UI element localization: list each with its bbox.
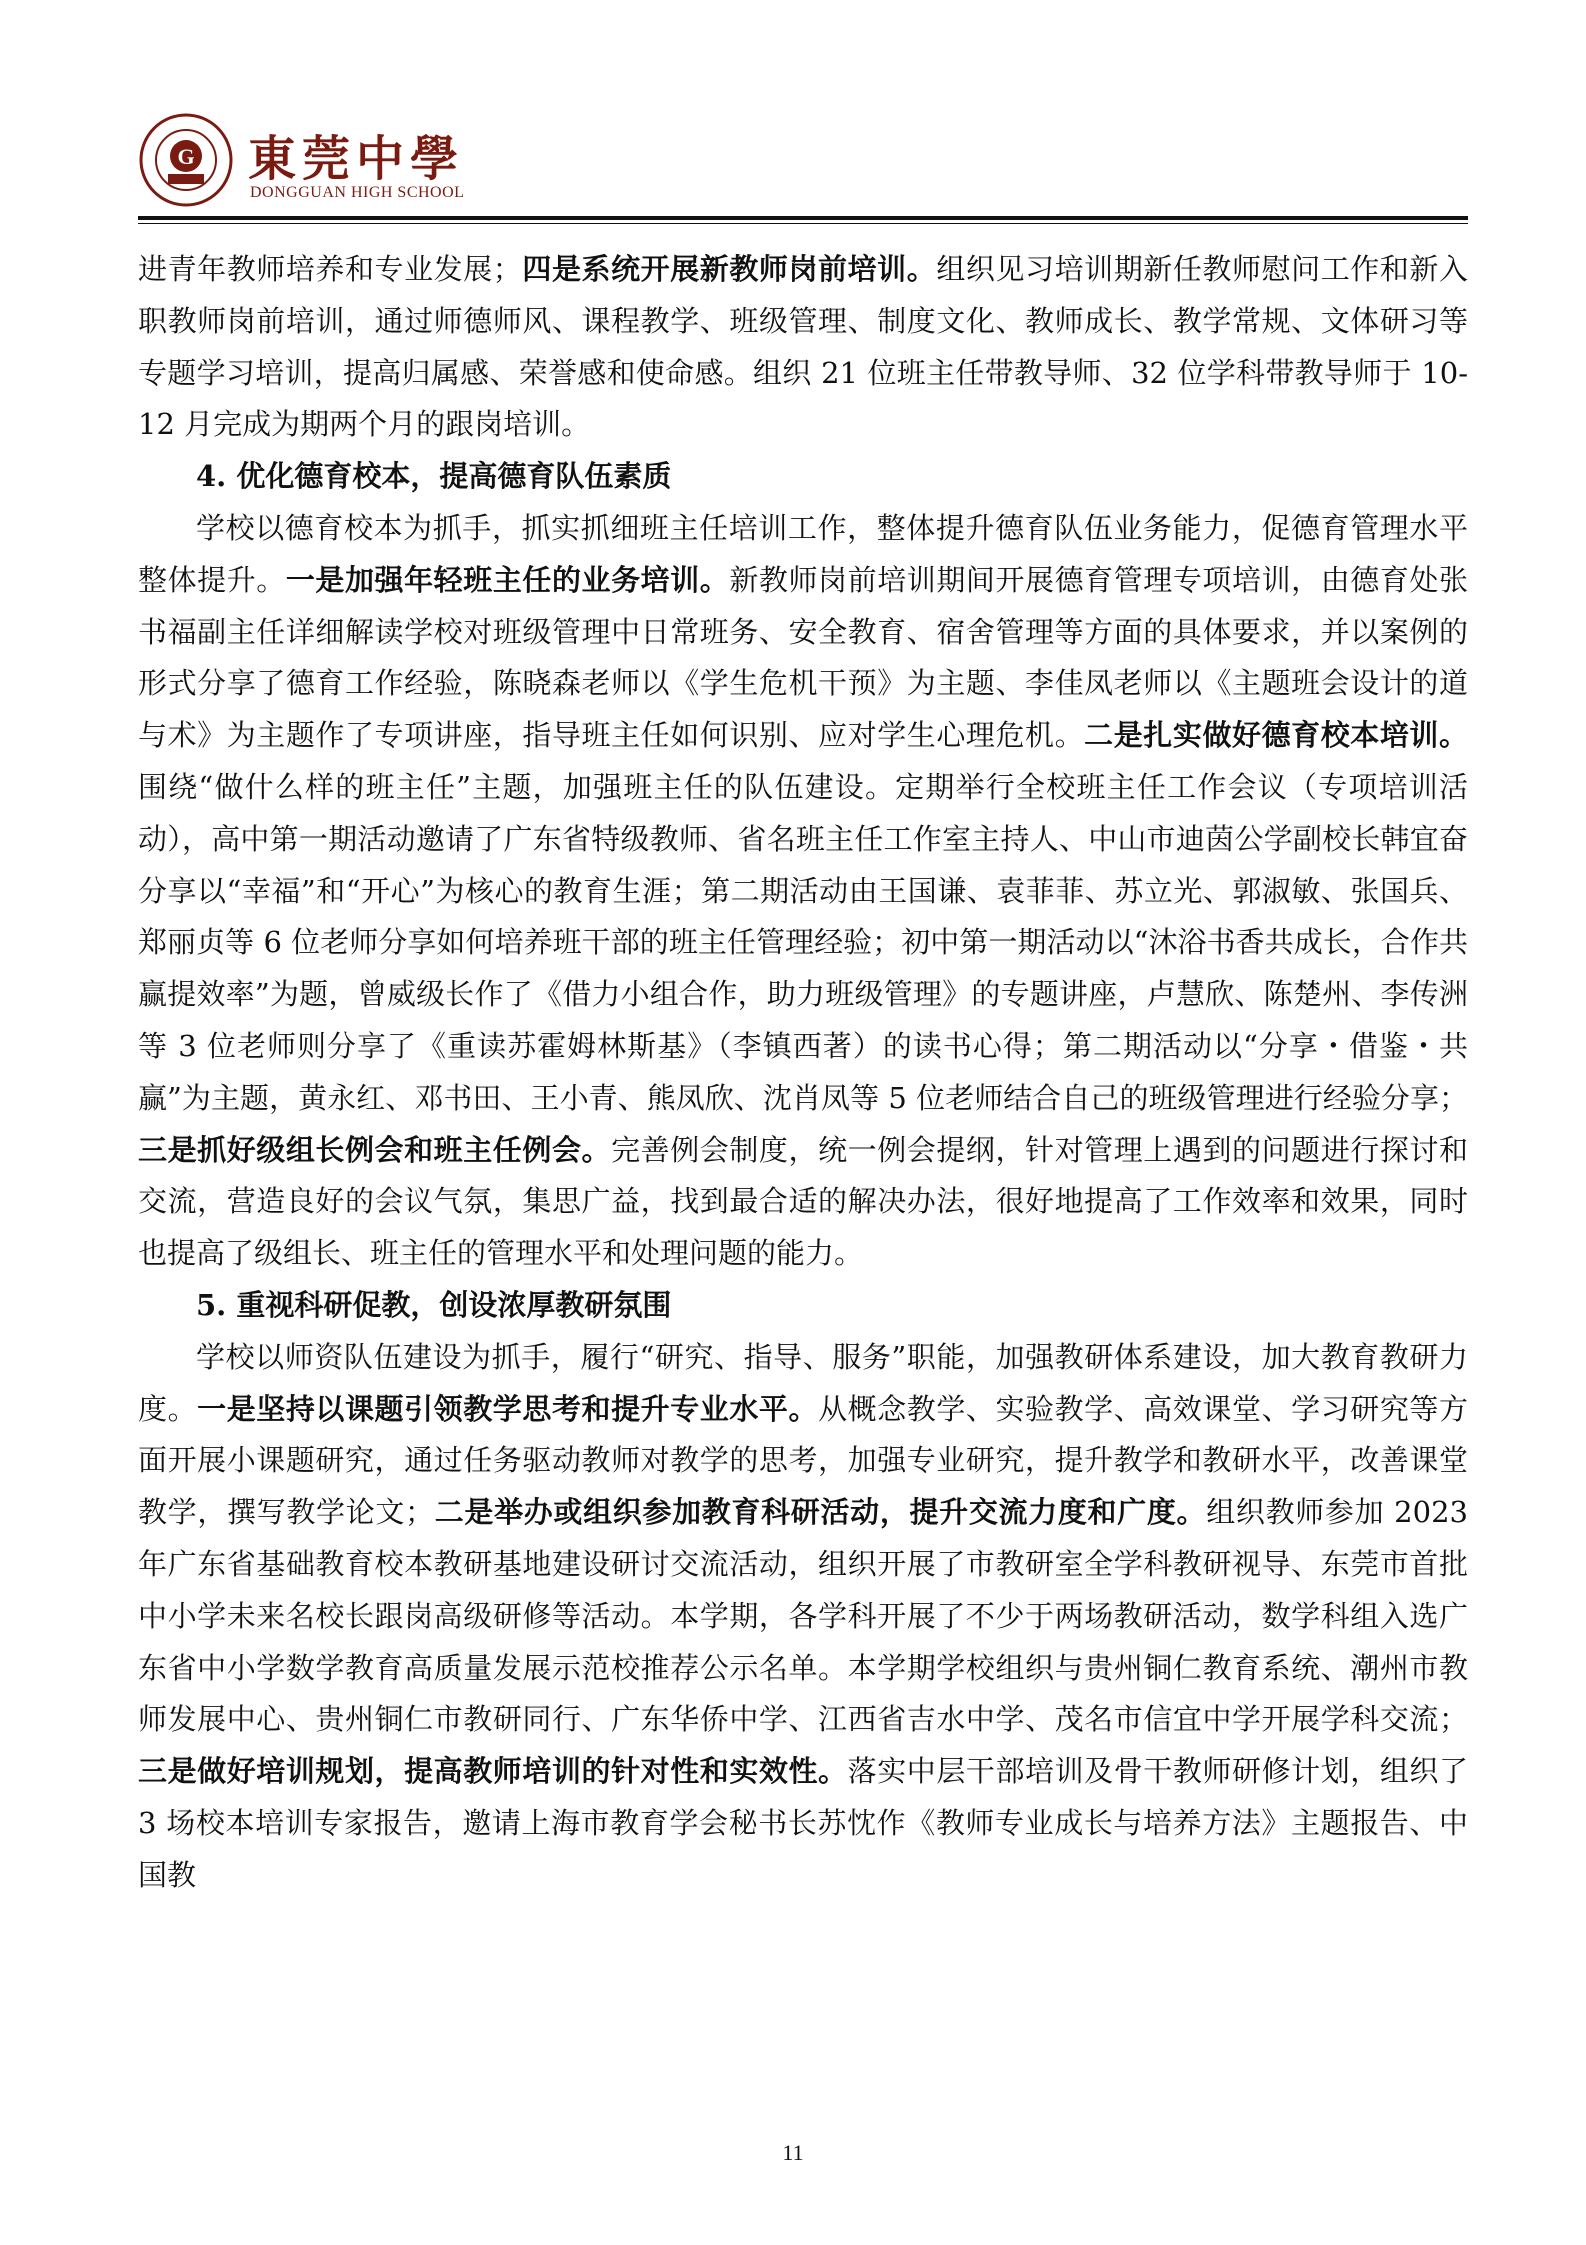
- page-number: 11: [782, 2140, 804, 2165]
- bold-run: 二是扎实做好德育校本培训。: [1084, 718, 1468, 753]
- bold-run: 三是抓好级组长例会和班主任例会。: [138, 1132, 612, 1167]
- text-run: 组织教师参加 2023 年广东省基础教育校本教研基地建设研讨交流活动，组织开展了市教研室全学科教研视导、东莞市首批中小学未来名校长跟岗高级研修等活动。本学期，各学科开展了不少于两场教研活动，数学科组入选广东省中小学数学教育高质量发展示范校推荐公示名单。本学期学校组织与贵州铜仁教育系统、潮州市教师发展中心、贵州铜仁市教研同行、广东华侨中学、江西省吉水中学、茂名市信宜中学开展学科交流；: [138, 1495, 1468, 1737]
- section-heading-5: 5. 重视科研促教，创设浓厚教研氛围: [196, 1287, 672, 1322]
- bold-run: 四是系统开展新教师岗前培训。: [521, 252, 937, 286]
- bold-run: 三是做好培训规划，提高教师培训的针对性和实效性。: [138, 1754, 848, 1789]
- text-run: 组织见习培训期新任教师慰问工作和新入职教师岗前培训，通过师德师风、课程教学、班级管理、制度文化、教师成长、教学常规、文体研习等专题学习培训，提高归属感、荣誉感和使命感。组织 21 位班主任带教导师、32 位学科带教导师于 10-12 月完成为期两个月的跟岗培训。: [138, 252, 1468, 442]
- bold-run: 一是加强年轻班主任的业务培训。: [285, 562, 730, 597]
- page-header: [138, 112, 1468, 212]
- text-run: 落实中层干部培训及骨干教师研修计划，组织了 3 场校本培训专家报告，邀请上海市教育学会秘书长苏忱作《教师专业成长与培养方法》主题报告、中国教: [138, 1754, 1468, 1892]
- page-content: [138, 244, 1468, 1902]
- paragraph-new-teacher-training: [138, 244, 1468, 451]
- paragraph-research: [138, 1332, 1468, 1902]
- text-run: 从概念教学、实验教学、高效课堂、学习研究等方面开展小课题研究，通过任务驱动教师对教学的思考，加强专业研究，提升教学和教研水平，改善课堂教学，撰写教学论文；: [138, 1391, 1468, 1530]
- bold-run: 一是坚持以课题引领教学思考和提升专业水平。: [197, 1391, 819, 1426]
- header-rule-thin: [138, 223, 1468, 224]
- header-rule-thick: [138, 216, 1468, 220]
- paragraph-moral-education: [138, 503, 1468, 1280]
- school-name-cn: 東莞中學: [248, 131, 465, 187]
- text-run: 新教师岗前培训期间开展德育管理专项培训，由德育处张书福副主任详细解读学校对班级管理中日常班务、安全教育、宿舍管理等方面的具体要求，并以案例的形式分享了德育工作经验，陈晓森老师以《学生危机干预》为主题、李佳凤老师以《主题班会设计的道与术》为主题作了专项讲座，指导班主任如何识别、应对学生心理危机。: [138, 562, 1468, 753]
- text-run: 围绕“做什么样的班主任”主题，加强班主任的队伍建设。定期举行全校班主任工作会议（专项培训活动），高中第一期活动邀请了广东省特级教师、省名班主任工作室主持人、中山市迪茵公学副校长韩宜奋分享以“幸福”和“开心”为核心的教育生涯；第二期活动由王国谦、袁菲菲、苏立光、郭淑敏、张国兵、郑丽贞等 6 位老师分享如何培养班干部的班主任管理经验；初中第一期活动以“沐浴书香共成长，合作共赢提效率”为题，曾威级长作了《借力小组合作，助力班级管理》的专题讲座，卢慧欣、陈楚州、李传洲等 3 位老师则分享了《重读苏霍姆林斯基》（李镇西著）的读书心得；第二期活动以“分享・借鉴・共赢”为主题，黄永红、邓书田、王小青、熊凤欣、沈肖凤等 5 位老师结合自己的班级管理进行经验分享；: [138, 769, 1468, 1115]
- text-run: 学校以德育校本为抓手，抓实抓细班主任培训工作，整体提升德育队伍业务能力，促德育管理水平整体提升。: [138, 510, 1468, 597]
- text-run: 进青年教师培养和专业发展；: [138, 252, 522, 286]
- school-seal-logo: [138, 112, 234, 208]
- section-heading-4: 4. 优化德育校本，提高德育队伍素质: [196, 459, 672, 494]
- text-run: 学校以师资队伍建设为抓手，履行“研究、指导、服务”职能，加强教研体系建设，加大教育教研力度。: [138, 1339, 1468, 1426]
- text-run: 完善例会制度，统一例会提纲，针对管理上遇到的问题进行探讨和交流，营造良好的会议气氛，集思广益，找到最合适的解决办法，很好地提高了工作效率和效果，同时也提高了级组长、班主任的管理水平和处理问题的能力。: [138, 1132, 1468, 1271]
- svg-text:G: G: [177, 144, 195, 169]
- school-name-en: DONGGUAN HIGH SCHOOL: [250, 184, 465, 201]
- bold-run: 二是举办或组织参加教育科研活动，提升交流力度和广度。: [434, 1495, 1207, 1530]
